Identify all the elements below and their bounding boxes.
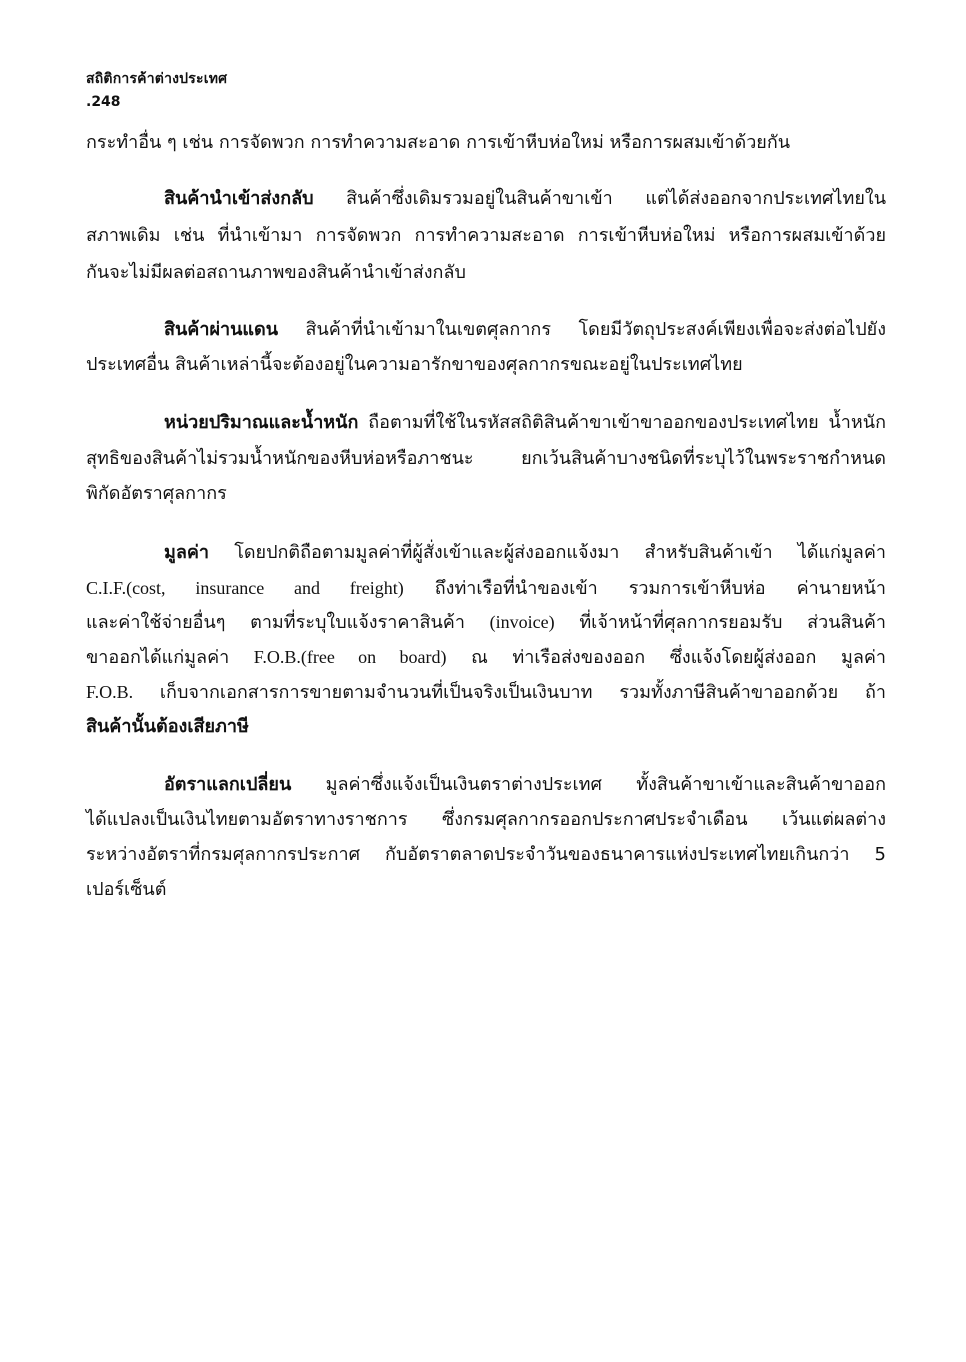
exchange-line-4: เปอร์เซ็นต์ — [86, 879, 167, 900]
value-invoice-term: (invoice) — [489, 612, 555, 632]
reexport-line-1 — [164, 185, 886, 213]
exchange-line-2: ได้แปลงเป็นเงินไทยตามอัตราทางราชการ ซึ่งกรมศุลกากรออกประกาศประจำเดือน เว้นแต่ผลต่าง — [86, 809, 886, 830]
page-number: .248 — [86, 94, 121, 110]
transit-line-2: ประเทศอื่น สินค้าเหล่านี้จะต้องอยู่ในความอารักขาของศุลกากรขณะอยู่ในประเทศไทย — [86, 354, 743, 375]
value-line-4 — [86, 643, 886, 672]
value-fob-abbrev: F.O.B. — [86, 682, 134, 702]
value-line-5-text: เก็บจากเอกสารการขายตามจำนวนที่เป็นจริงเป็นเงินบาท รวมทั้งภาษีสินค้าขาออกด้วย ถ้า — [159, 682, 886, 703]
value-line-1 — [164, 539, 886, 567]
value-line-4-text-a: ขาออกได้แก่มูลค่า — [86, 647, 230, 668]
value-line-3-text-b: ที่เจ้าหน้าที่ศุลกากรยอมรับ ส่วนสินค้า — [579, 612, 886, 633]
exchange-line-3: ระหว่างอัตราที่กรมศุลกากรประกาศ กับอัตราตลาดประจำวันของธนาคารแห่งประเทศไทยเกินกว่า 5 — [86, 844, 886, 865]
value-cif-term: C.I.F.(cost, insurance and freight) — [86, 578, 404, 598]
transit-line-1 — [164, 316, 886, 344]
value-line-5 — [86, 678, 886, 707]
units-term: หน่วยปริมาณและน้ำหนัก — [164, 412, 359, 433]
transit-term: สินค้าผ่านแดน — [164, 319, 278, 340]
value-line-4-text-b: ณ ท่าเรือส่งของออก ซึ่งแจ้งโดยผู้ส่งออก มูลค่า — [471, 647, 887, 668]
value-line-2-text: ถึงท่าเรือที่นำของเข้า รวมการเข้าหีบห่อ ค่านายหน้า — [434, 578, 886, 599]
reexport-line-2: สภาพเดิม เช่น ที่นำเข้ามา การจัดพวก การทำความสะอาด การเข้าหีบห่อใหม่ หรือการผสมเข้าด้วย — [86, 225, 886, 246]
value-line-3-text-a: และค่าใช้จ่ายอื่นๆ ตามที่ระบุใบแจ้งราคาสินค้า — [86, 612, 465, 633]
units-line-1-text: ถือตามที่ใช้ในรหัสสถิติสินค้าขาเข้าขาออกของประเทศไทย น้ำหนัก — [368, 412, 886, 433]
reexport-line-3: กันจะไม่มีผลต่อสถานภาพของสินค้านำเข้าส่งกลับ — [86, 262, 466, 283]
exchange-term: อัตราแลกเปลี่ยน — [164, 774, 292, 795]
value-line-3 — [86, 608, 886, 637]
exchange-line-1 — [164, 771, 886, 799]
reexport-line-1-text: สินค้าซึ่งเดิมรวมอยู่ในสินค้าขาเข้า แต่ได้ส่งออกจากประเทศไทยใน — [346, 188, 886, 209]
exchange-line-1-text: มูลค่าซึ่งแจ้งเป็นเงินตราต่างประเทศ ทั้งสินค้าขาเข้าและสินค้าขาออก — [325, 774, 886, 795]
value-line-6: สินค้านั้นต้องเสียภาษี — [86, 716, 249, 737]
units-line-1 — [164, 409, 886, 437]
running-header-title: สถิติการค้าต่างประเทศ — [86, 71, 228, 87]
value-fob-term: F.O.B.(free on board) — [253, 647, 447, 667]
continuation-line-1: กระทำอื่น ๆ เช่น การจัดพวก การทำความสะอาด การเข้าหีบห่อใหม่ หรือการผสมเข้าด้วยกัน — [86, 132, 791, 153]
transit-line-1-text: สินค้าที่นำเข้ามาในเขตศุลกากร โดยมีวัตถุประสงค์เพียงเพื่อจะส่งต่อไปยัง — [305, 319, 886, 340]
value-line-1-text: โดยปกติถือตามมูลค่าที่ผู้สั่งเข้าและผู้ส่งออกแจ้งมา สำหรับสินค้าเข้า ได้แก่มูลค่า — [234, 542, 886, 563]
value-line-2 — [86, 574, 886, 603]
units-line-2: สุทธิของสินค้าไม่รวมน้ำหนักของหีบห่อหรือภาชนะ ยกเว้นสินค้าบางชนิดที่ระบุไว้ในพระราชกำหนด — [86, 448, 886, 469]
reexport-term: สินค้านำเข้าส่งกลับ — [164, 188, 314, 209]
value-term: มูลค่า — [164, 542, 210, 563]
units-line-3: พิกัดอัตราศุลกากร — [86, 483, 227, 504]
